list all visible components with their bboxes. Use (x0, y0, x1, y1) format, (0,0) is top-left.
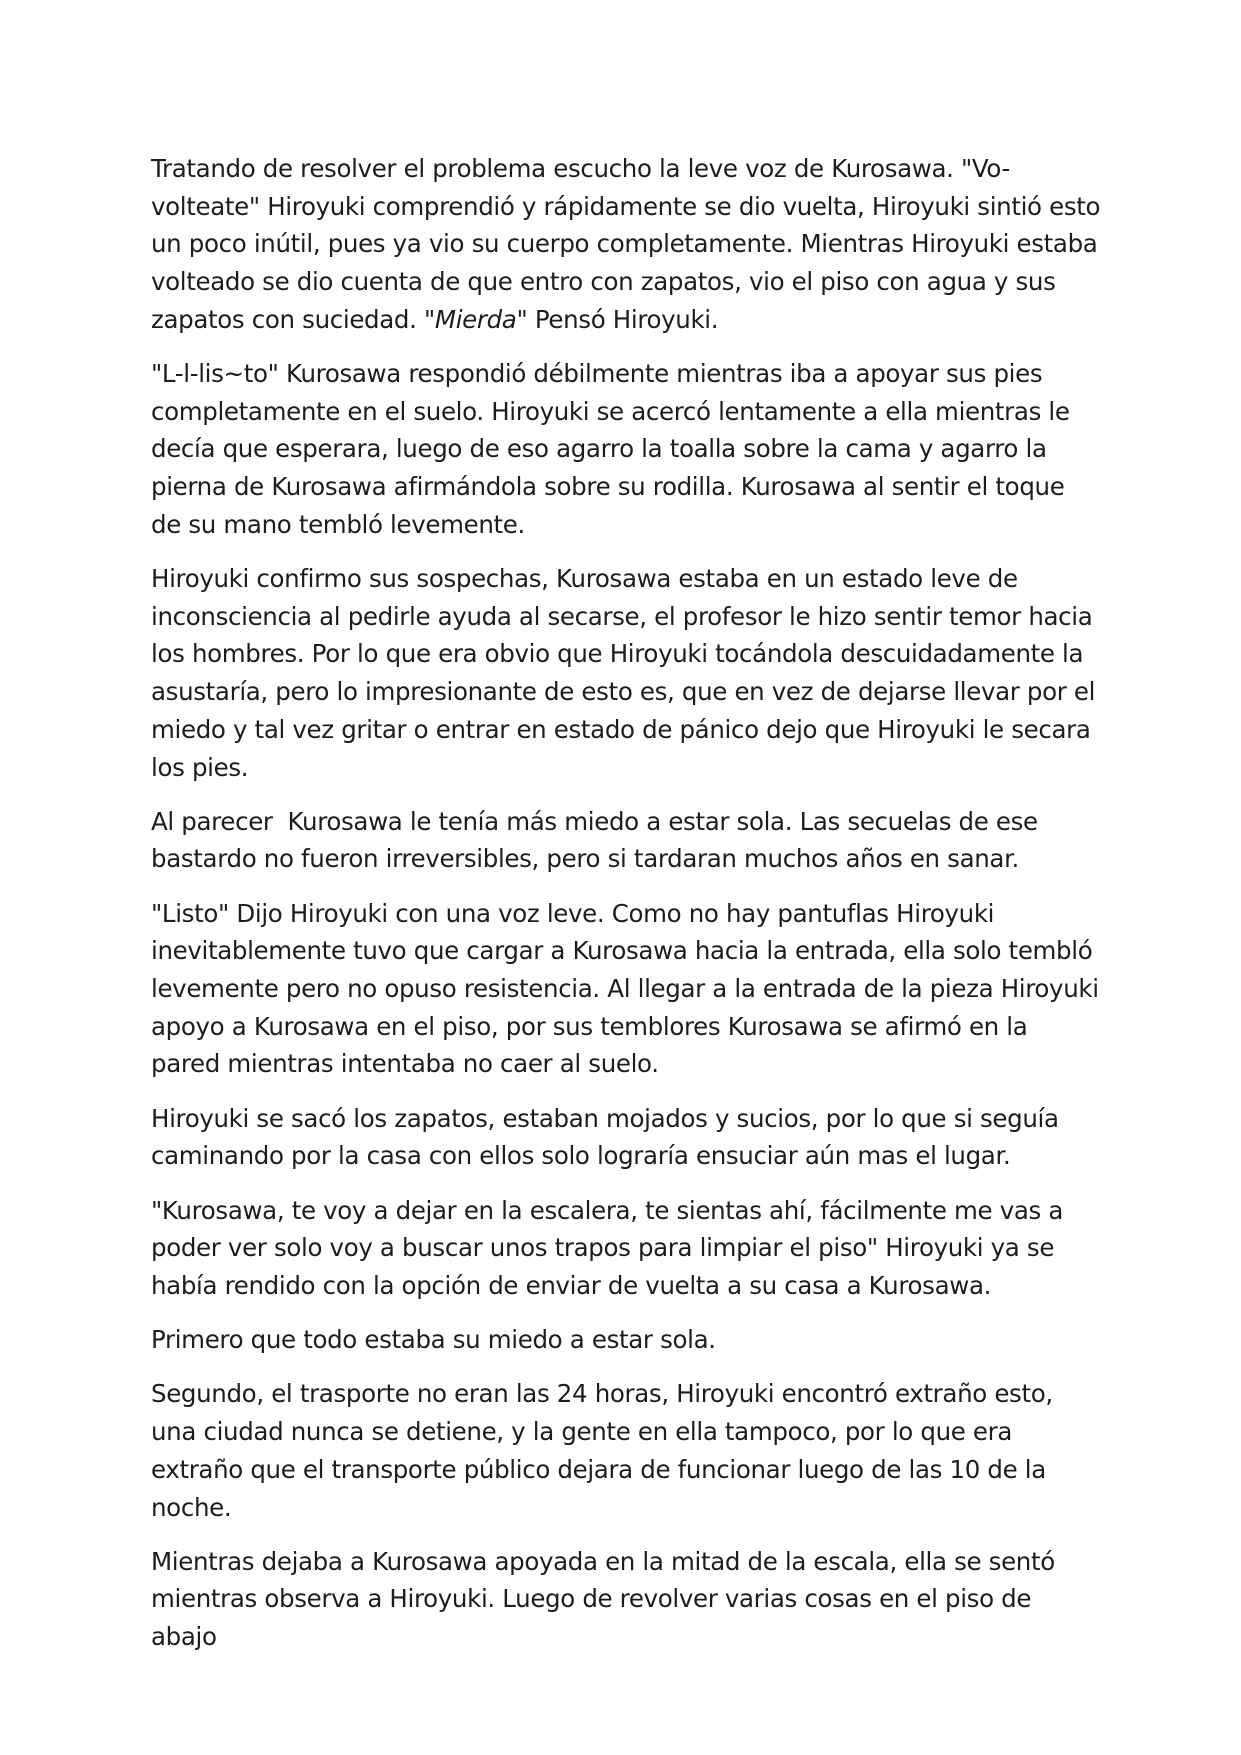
paragraph-7: "Kurosawa, te voy a dejar en la escalera, te sientas ahí, fácilmente me vas a poder ver solo voy a buscar unos trapos para limpiar el piso" Hiroyuki ya se había rendido con la opción de enviar de vuelta a su casa a Kurosawa. (151, 1195, 1064, 1300)
paragraph-8: Primero que todo estaba su miedo a estar sola. (151, 1325, 716, 1355)
paragraph-1-italic-thought: "Mierda" (424, 304, 528, 334)
paragraph-1-text-end: Pensó Hiroyuki. (527, 304, 719, 334)
paragraph-10: Mientras dejaba a Kurosawa apoyada en la mitad de la escala, ella se sentó mientras observa a Hiroyuki. Luego de revolver varias cosas en el piso de abajo (151, 1546, 1055, 1652)
document-body (151, 150, 1101, 1672)
paragraph-4: Al parecer Kurosawa le tenía más miedo a estar sola. Las secuelas de ese bastardo no fueron irreversibles, pero si tardaran muchos años en sanar. (151, 806, 1046, 874)
paragraph-6: Hiroyuki se sacó los zapatos, estaban mojados y sucios, por lo que si seguía caminando por la casa con ellos solo lograría ensuciar aún mas el lugar. (151, 1103, 1059, 1171)
paragraph-5: "Listo" Dijo Hiroyuki con una voz leve. Como no hay pantuflas Hiroyuki inevitablemente tuvo que cargar a Kurosawa hacia la entrada, ella solo tembló levemente pero no opuso resistencia. Al llegar a la entrada de la pieza Hiroyuki apoyo a Kurosawa en el piso, por sus temblores Kurosawa se afirmó en la pared mientras intentaba no caer al suelo. (151, 898, 1099, 1079)
paragraph-1-text-start: Tratando de resolver el problema escucho la leve voz de Kurosawa. "Vo-volteate" Hiroyuki comprendió y rápidamente se dio vuelta, Hiroyuki sintió esto un poco inútil, pues ya vio su cuerpo completamente. Mientras Hiroyuki estaba volteado se dio cuenta de que entro con zapatos, vio el piso con agua y sus zapatos con suciedad. (151, 154, 1101, 334)
paragraph-2: "L-l-lis~to" Kurosawa respondió débilmente mientras iba a apoyar sus pies completamente en el suelo. Hiroyuki se acercó lentamente a ella mientras le decía que esperara, luego de eso agarro la toalla sobre la cama y agarro la pierna de Kurosawa afirmándola sobre su rodilla. Kurosawa al sentir el toque de su mano tembló levemente. (151, 359, 1070, 539)
paragraph-1 (151, 150, 1101, 339)
paragraph-9: Segundo, el trasporte no eran las 24 horas, Hiroyuki encontró extraño esto, una ciudad nunca se detiene, y la gente en ella tampoco, por lo que era extraño que el transporte público dejara de funcionar luego de las 10 de la noche. (151, 1379, 1053, 1522)
paragraph-3: Hiroyuki confirmo sus sospechas, Kurosawa estaba en un estado leve de inconsciencia al pedirle ayuda al secarse, el profesor le hizo sentir temor hacia los hombres. Por lo que era obvio que Hiroyuki tocándola descuidadamente la asustaría, pero lo impresionante de esto es, que en vez de dejarse llevar por el miedo y tal vez gritar o entrar en estado de pánico dejo que Hiroyuki le secara los pies. (151, 564, 1096, 782)
